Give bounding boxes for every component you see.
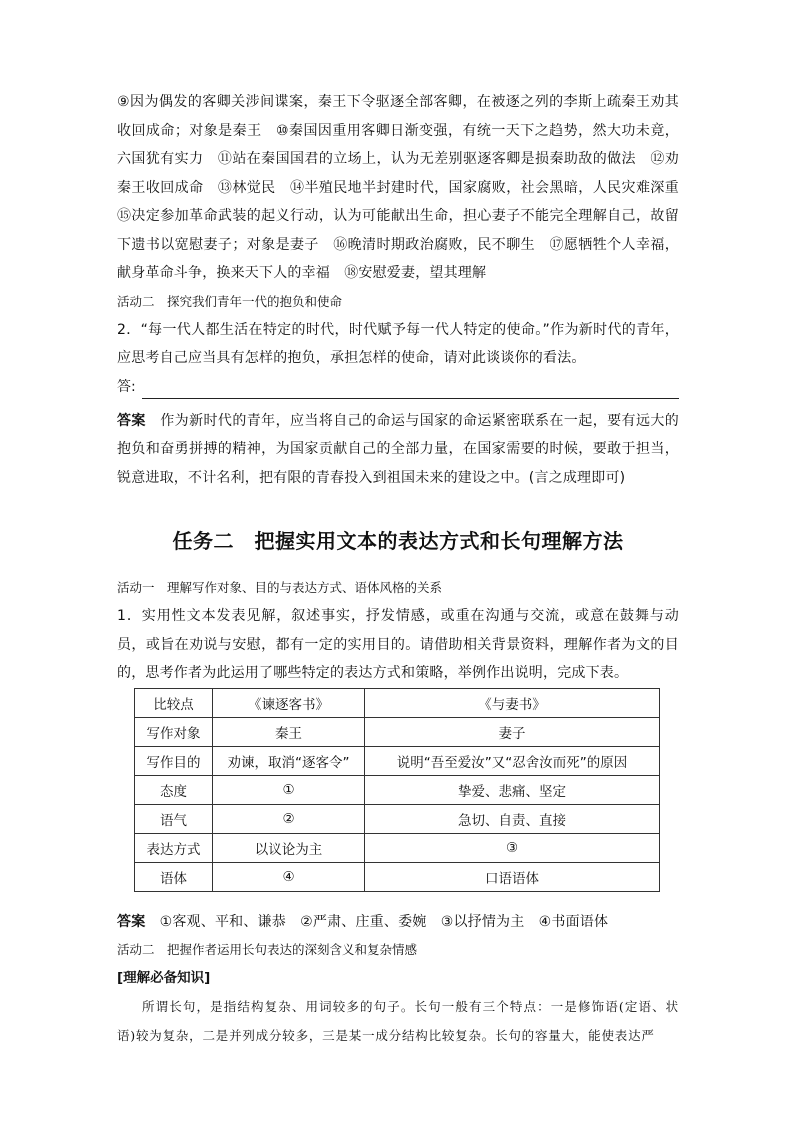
table-row [135,717,660,746]
knowledge-heading: [理解必备知识] [117,970,211,986]
table-cell: ③ [365,833,660,862]
task-title: 任务二 把握实用文本的表达方式和长句理解方法 [172,529,624,553]
table-cell: 秦王 [213,717,365,746]
document-page [117,88,694,1050]
table-cell: 妻子 [365,717,660,746]
table-cell: 语气 [135,804,213,833]
answer-prompt: 答: [117,378,136,395]
activity-heading: 活动一 理解写作对象、目的与表达方式、语体风格的关系 [117,580,443,595]
table-row [135,833,660,862]
answer-list-paragraph: ⑨因为偶发的客卿关涉间谍案，秦王下令驱逐全部客卿，在被逐之列的李斯上疏秦王劝其收回成命；对象是秦王 ⑩秦国因重用客卿日渐变强，有统一天下之趋势，然大功未竟，六国犹有实力 ⑪站在秦国国君的立场上，认为无差别驱逐客卿是损秦助敌的做法 ⑫劝秦王收回成命 ⑬林觉民 ⑭半殖民地半封建时代，国家腐败，社会黑暗，人民灾难深重 ⑮决定参加革命武装的起义行动，认为可能献出生命，担心妻子不能完全理解自己，故留下遗书以宽慰妻子；对象是妻子 ⑯晚清时期政治腐败，民不聊生 ⑰愿牺牲个人幸福，献身革命斗争，换来天下人的幸福 ⑱安慰爱妻，望其理解 [117,94,694,281]
knowledge-text: 所谓长句，是指结构复杂、用词较多的句子。长句一般有三个特点：一是修饰语(定语、状语)较为复杂，二是并列成分较多，三是某一成分结构比较复杂。长句的容量大，能使表达严 [117,999,679,1043]
table-header-cell: 《与妻书》 [365,688,660,717]
answer-tag: 答案 [117,412,146,429]
answer-field[interactable] [117,373,679,399]
answer-text: ①客观、平和、谦恭 ②严肃、庄重、委婉 ③以抒情为主 ④书面语体 [145,913,609,930]
answer-text: 作为新时代的青年，应当将自己的命运与国家的命运紧密联系在一起，要有远大的抱负和奋勇拼搏的精神，为国家贡献自己的全部力量，在国家需要的时候，要敢于担当，锐意进取，不计名利，把有限的青春投入到祖国未来的建设之中。(言之成理即可) [117,412,679,486]
answer-paragraph [117,908,679,937]
table-cell: 语体 [135,862,213,891]
table-cell: 写作对象 [135,717,213,746]
answer-underline [142,380,679,399]
table-cell: 说明“吾至爱汝”又“忍舍汝而死”的原因 [365,746,660,775]
comparison-table [134,688,660,892]
table-cell: 写作目的 [135,746,213,775]
table-cell: 态度 [135,775,213,804]
table-cell: 口语语体 [365,862,660,891]
question-1: 1．实用性文本发表见解，叙述事实，抒发情感，或重在沟通与交流，或意在鼓舞与动员，或旨在劝说与安慰，都有一定的实用目的。请借助相关背景资料，理解作者为文的目的，思考作者为此运用了哪些特定的表达方式和策略，举例作出说明，完成下表。 [117,608,679,681]
table-header-cell: 比较点 [135,688,213,717]
table-header-cell: 《谏逐客书》 [213,688,365,717]
activity-heading: 活动二 把握作者运用长句表达的深刻含义和复杂情感 [117,942,418,957]
table-cell: 急切、自责、直接 [365,804,660,833]
answer-paragraph [117,407,679,493]
table-row [135,862,660,891]
answer-tag: 答案 [117,913,146,930]
table-header-row [135,688,660,717]
table-row [135,746,660,775]
table-cell: 以议论为主 [213,833,365,862]
table-cell: 劝谏，取消“逐客令” [213,746,365,775]
table-cell: 挚爱、悲痛、坚定 [365,775,660,804]
table-cell: ④ [213,862,365,891]
table-cell: ① [213,775,365,804]
table-cell: 表达方式 [135,833,213,862]
table-row [135,775,660,804]
table-cell: ② [213,804,365,833]
table-row [135,804,660,833]
question-2: 2．“每一代人都生活在特定的时代，时代赋予每一代人特定的使命。”作为新时代的青年，应思考自己应当具有怎样的抱负，承担怎样的使命，请对此谈谈你的看法。 [117,321,679,366]
activity-heading: 活动二 探究我们青年一代的抱负和使命 [117,293,343,309]
